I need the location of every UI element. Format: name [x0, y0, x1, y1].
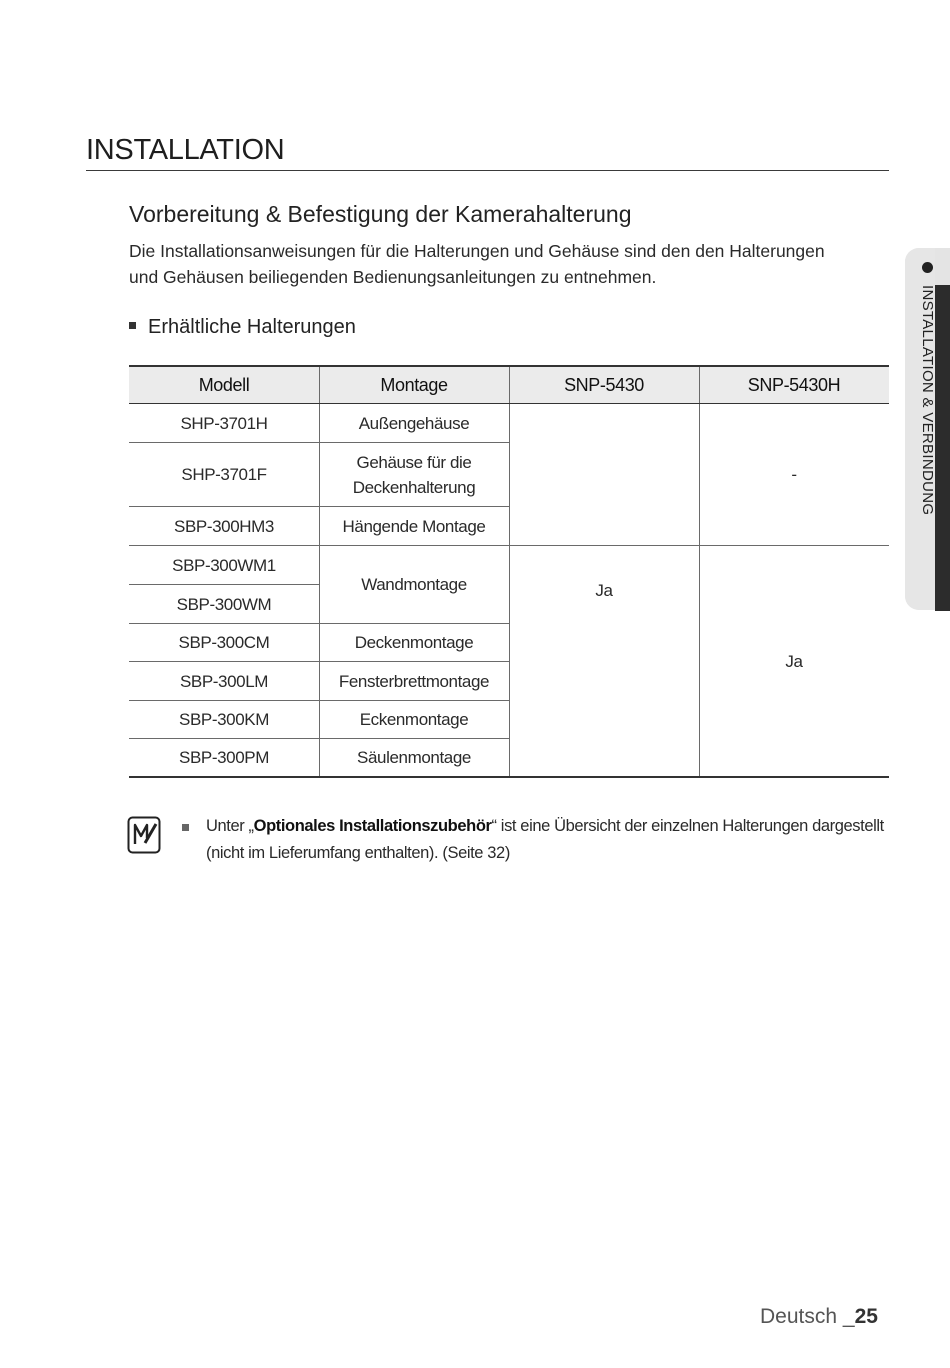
table-header-cell: SNP-5430 [564, 374, 644, 395]
square-bullet-icon [129, 322, 136, 329]
table-header-cell: SNP-5430H [747, 374, 841, 395]
title-rule [86, 170, 889, 171]
page-footer [760, 1305, 878, 1329]
mounts-table [129, 365, 889, 778]
page-number: 25 [854, 1305, 878, 1328]
table-header-cell: Montage [380, 374, 448, 395]
snp5430h-cell-top: - [791, 465, 797, 484]
intro-paragraph [129, 238, 889, 290]
table-header-cell: Modell [198, 374, 250, 395]
mount-cell-line: Deckenhalterung [352, 477, 476, 497]
mount-cell: Deckenmontage [354, 633, 474, 652]
subheading-text: Erhältliche Halterungen [148, 316, 356, 338]
intro-line-2: und Gehäusen beiliegenden Bedienungsanleitungen zu entnehmen. [129, 267, 657, 287]
mount-cell: Wandmontage [361, 575, 467, 594]
model-cell: SBP-300CM [178, 633, 270, 652]
note-link-title: Optionales Installationszubehör [253, 817, 492, 835]
side-tab-text: INSTALLATION & VERBINDUNG [919, 285, 936, 516]
mount-cell: Säulenmontage [357, 748, 471, 767]
model-cell: SHP-3701F [181, 465, 267, 484]
section-heading: Vorbereitung & Befestigung der Kamerahalterung [129, 201, 632, 227]
bullet-dot-icon [922, 262, 933, 273]
model-cell: SBP-300PM [179, 748, 269, 767]
side-tab-bar [935, 285, 950, 611]
subheading [129, 316, 356, 339]
table-bottom-border [129, 776, 889, 778]
model-cell: SBP-300LM [179, 671, 269, 691]
note-prefix: Unter „ [206, 817, 254, 835]
mount-cell-line: Gehäuse für die [356, 452, 472, 472]
note-bullet-icon [182, 824, 189, 831]
model-cell: SBP-300WM [176, 594, 272, 614]
side-tab-label [918, 262, 936, 562]
note-line-1 [182, 813, 892, 840]
snp5430h-cell-bottom: Ja [785, 651, 803, 671]
page-title: INSTALLATION [86, 134, 285, 166]
mount-cell: Fensterbrettmontage [338, 671, 490, 691]
note-suffix: “ ist eine Übersicht der einzelnen Halterungen dargestellt [491, 817, 884, 835]
intro-line-1: Die Installationsanweisungen für die Halterungen und Gehäuse sind den den Halterungen [129, 241, 825, 261]
footer-language: Deutsch _ [760, 1305, 855, 1328]
mount-cell: Außengehäuse [358, 413, 470, 433]
snp5430-cell: Ja [595, 580, 613, 600]
note-line-2: (nicht im Lieferumfang enthalten). (Seite 32) [206, 844, 510, 862]
model-cell: SBP-300KM [179, 710, 269, 729]
note-text [182, 813, 892, 867]
model-cell: SBP-300HM3 [174, 516, 274, 536]
note-icon [127, 816, 161, 854]
mount-cell: Eckenmontage [359, 710, 469, 729]
model-cell: SHP-3701H [180, 413, 268, 433]
model-cell: SBP-300WM1 [172, 555, 276, 575]
mount-cell: Hängende Montage [342, 516, 486, 536]
mount-cell [319, 443, 509, 506]
